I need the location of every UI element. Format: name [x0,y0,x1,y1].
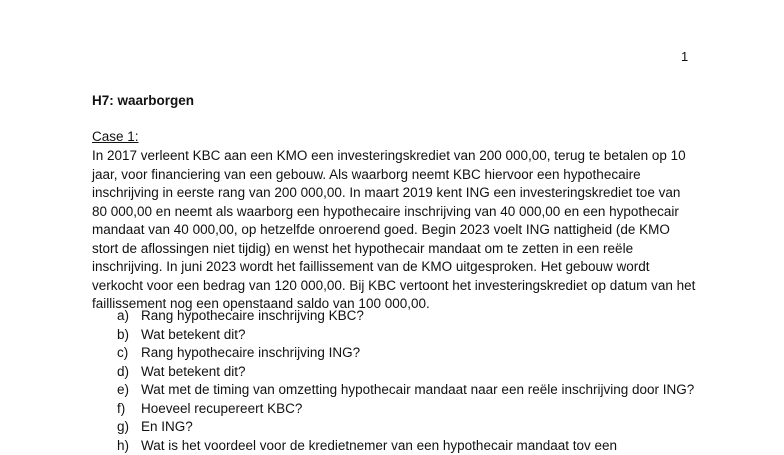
question-item [92,400,732,419]
question-letter: b) [92,326,141,345]
question-item [92,363,732,382]
question-text: Wat betekent dit? [141,326,246,345]
question-letter: g) [92,418,141,437]
case-label: Case 1: [92,129,139,144]
question-letter: f) [92,400,141,419]
question-list [92,307,732,455]
question-text: Rang hypothecaire inschrijving KBC? [141,307,364,326]
paragraph-line: 80 000,00 en neemt als waarborg een hypothecaire inschrijving van 40 000,00 en een hypothecair [92,203,722,222]
question-text: Rang hypothecaire inschrijving ING? [141,344,360,363]
question-item [92,307,732,326]
paragraph-line: In 2017 verleent KBC aan een KMO een investeringskrediet van 200 000,00, terug te betalen op 10 [92,147,722,166]
question-item [92,418,732,437]
paragraph-line: inschrijving. In juni 2023 wordt het faillissement van de KMO uitgesproken. Het gebouw wordt [92,258,722,277]
question-letter: h) [92,437,141,455]
paragraph-line: stort de aflossingen niet tijdig) en wenst het hypothecair mandaat om te zetten in een reële [92,240,722,259]
question-text: Wat is het voordeel voor de kredietnemer van een hypothecair mandaat tov een [141,437,617,455]
page-number: 1 [681,49,688,64]
question-text: En ING? [141,418,193,437]
question-letter: a) [92,307,141,326]
question-letter: d) [92,363,141,382]
paragraph-line: mandaat van 40 000,00, op hetzelfde onroerend goed. Begin 2023 voelt ING nattigheid (de KMO [92,221,722,240]
chapter-heading: H7: waarborgen [92,93,194,108]
case-description [92,147,722,314]
paragraph-line: jaar, voor financiering van een gebouw. Als waarborg neemt KBC hiervoor een hypothecaire [92,166,722,185]
question-item [92,381,732,400]
question-item [92,437,732,455]
question-text: Wat met de timing van omzetting hypothecair mandaat naar een reële inschrijving door ING? [141,381,694,400]
question-item [92,344,732,363]
question-letter: e) [92,381,141,400]
question-text: Wat betekent dit? [141,363,246,382]
paragraph-line: verkocht voor een bedrag van 120 000,00. Bij KBC vertoont het investeringskrediet op datum van het [92,277,722,296]
paragraph-line: faillissement nog een openstaand saldo van 100 000,00. [92,295,722,314]
question-letter: c) [92,344,141,363]
question-item [92,326,732,345]
paragraph-line: inschrijving in eerste rang van 200 000,00. In maart 2019 kent ING een investeringskrediet toe van [92,184,722,203]
question-text: Hoeveel recupereert KBC? [141,400,302,419]
